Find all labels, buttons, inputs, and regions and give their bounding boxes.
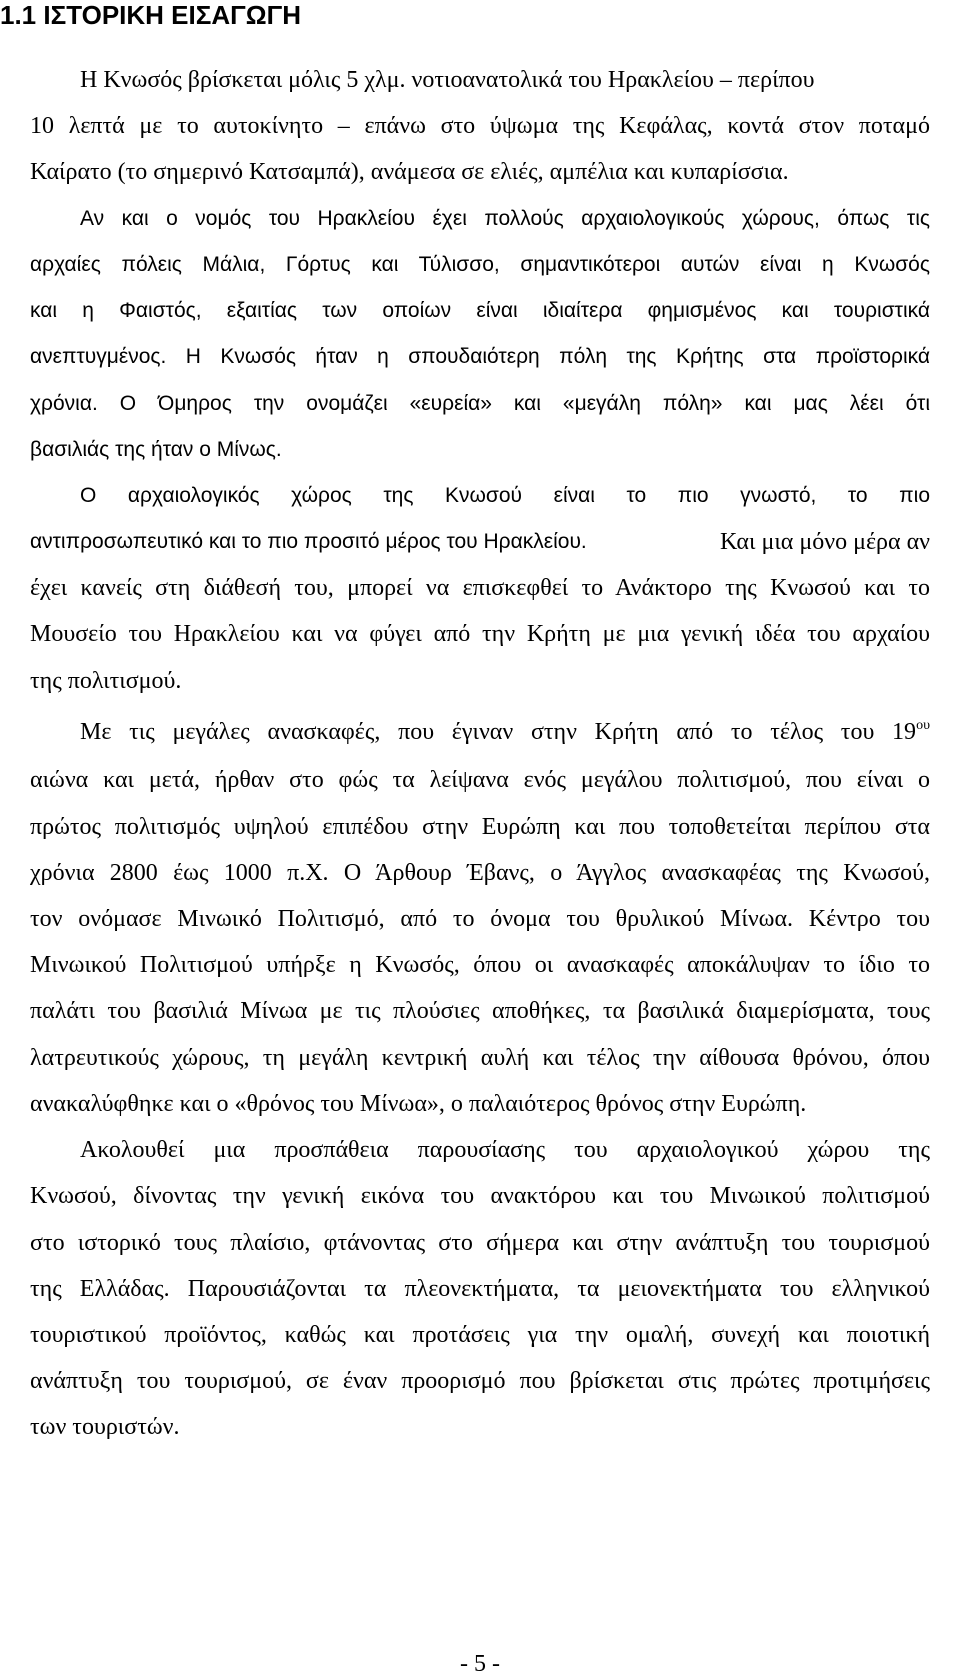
paragraph-4-line-5: τον ονόμασε Μινωικό Πολιτισμό, από το όνομα του θρυλικού Μίνωα. Κέντρο του bbox=[30, 906, 930, 932]
paragraph-4-line-1 bbox=[80, 717, 930, 747]
paragraph-4-line-9: ανακαλύφθηκε και ο «θρόνος του Μίνωα», ο παλαιότερος θρόνος στην Ευρώπη. bbox=[30, 1091, 807, 1117]
paragraph-5-line-7: των τουριστών. bbox=[30, 1414, 180, 1440]
paragraph-4-line-8: λατρευτικούς χώρους, τη μεγάλη κεντρική αυλή και τέλος την αίθουσα θρόνου, όπου bbox=[30, 1045, 930, 1071]
paragraph-2-line-2: αρχαίες πόλεις Μάλια, Γόρτυς και Τύλισσο, σημαντικότεροι αυτών είναι η Κνωσός bbox=[30, 253, 930, 276]
paragraph-3-line-4: της πολιτισμού. bbox=[30, 668, 182, 694]
page-number: - 5 - bbox=[460, 1651, 500, 1677]
paragraph-4-line-4: χρόνια 2800 έως 1000 π.Χ. Ο Άρθουρ Έβανς, ο Άγγλος ανασκαφέας της Κνωσού, bbox=[30, 860, 930, 886]
paragraph-2-line-1: Αν και ο νομός του Ηρακλείου έχει πολλούς αρχαιολογικούς χώρους, όπως τις bbox=[80, 207, 930, 230]
paragraph-3-line-3: Μουσείο του Ηρακλείου και να φύγει από την Κρήτη με μια γενική ιδέα του αρχαίου bbox=[30, 621, 930, 647]
paragraph-5-line-3: στο ιστορικό τους πλαίσιο, φτάνοντας στο σήμερα και στην ανάπτυξη του τουρισμού bbox=[30, 1230, 930, 1256]
paragraph-5-line-6: ανάπτυξη του τουρισμού, σε έναν προορισμό που βρίσκεται στις πρώτες προτιμήσεις bbox=[30, 1368, 930, 1394]
paragraph-4-line-2: αιώνα και μετά, ήρθαν στο φώς τα λείψανα ενός μεγάλου πολιτισμού, που είναι ο bbox=[30, 767, 930, 793]
paragraph-2-line-4: ανεπτυγμένος. Η Κνωσός ήταν η σπουδαιότερη πόλη της Κρήτης στα προϊστορικά bbox=[30, 345, 930, 368]
paragraph-2-line-5: χρόνια. Ο Όμηρος την ονομάζει «ευρεία» και «μεγάλη πόλη» και μας λέει ότι bbox=[30, 392, 930, 415]
paragraph-2-line-6: βασιλιάς της ήταν ο Μίνως. bbox=[30, 438, 282, 461]
paragraph-3-line-1: Και μια μόνο μέρα αν bbox=[719, 529, 930, 555]
paragraph-5-line-2: Κνωσού, δίνοντας την γενική εικόνα του ανακτόρου και του Μινωικού πολιτισμού bbox=[30, 1183, 930, 1209]
paragraph-4-line-7: παλάτι του βασιλιά Μίνωα με τις πλούσιες αποθήκες, τα βασιλικά διαμερίσματα, τους bbox=[30, 998, 930, 1024]
paragraph-1-line-3: Καίρατο (το σημερινό Κατσαμπά), ανάμεσα σε ελιές, αμπέλια και κυπαρίσσια. bbox=[30, 159, 789, 185]
paragraph-2-line-3: και η Φαιστός, εξαιτίας των οποίων είναι ιδιαίτερα φημισμένος και τουριστικά bbox=[30, 299, 930, 322]
paragraph-5-line-4: της Ελλάδας. Παρουσιάζονται τα πλεονεκτήματα, τα μειονεκτήματα του ελληνικού bbox=[30, 1276, 930, 1302]
paragraph-1-line-1: Η Κνωσός βρίσκεται μόλις 5 χλμ. νοτιοανατολικά του Ηρακλείου – περίπου bbox=[80, 67, 815, 93]
paragraph-4-line-3: πρώτος πολιτισμός υψηλού επιπέδου στην Ευρώπη και που τοποθετείται περίπου στα bbox=[30, 814, 930, 840]
paragraph-5-line-1: Ακολουθεί μια προσπάθεια παρουσίασης του αρχαιολογικού χώρου της bbox=[80, 1137, 930, 1163]
paragraph-1-line-2: 10 λεπτά με το αυτοκίνητο – επάνω στο ύψωμα της Κεφάλας, κοντά στον ποταμό bbox=[30, 113, 930, 139]
paragraph-5-line-5: τουριστικού προϊόντος, καθώς και προτάσεις για την ομαλή, συνεχή και ποιοτική bbox=[30, 1322, 930, 1348]
paragraph-2-line-8: αντιπροσωπευτικό και το πιο προσιτό μέρος του Ηρακλείου. bbox=[30, 530, 587, 553]
section-heading: 1.1 ΙΣΤΟΡΙΚΗ ΕΙΣΑΓΩΓΗ bbox=[0, 0, 301, 30]
paragraph-4-line-6: Μινωικού Πολιτισμού υπήρξε η Κνωσός, όπου οι ανασκαφές αποκάλυψαν το ίδιο το bbox=[30, 952, 930, 978]
paragraph-2-line-7: Ο αρχαιολογικός χώρος της Κνωσού είναι το πιο γνωστό, το πιο bbox=[80, 484, 930, 507]
paragraph-4-text: Με τις μεγάλες ανασκαφές, που έγιναν στην Κρήτη από το τέλος του 19 bbox=[80, 719, 917, 745]
paragraph-3-line-2: έχει κανείς στη διάθεσή του, μπορεί να επισκεφθεί το Ανάκτορο της Κνωσού και το bbox=[30, 575, 930, 601]
superscript-ordinal: ου bbox=[916, 718, 930, 733]
